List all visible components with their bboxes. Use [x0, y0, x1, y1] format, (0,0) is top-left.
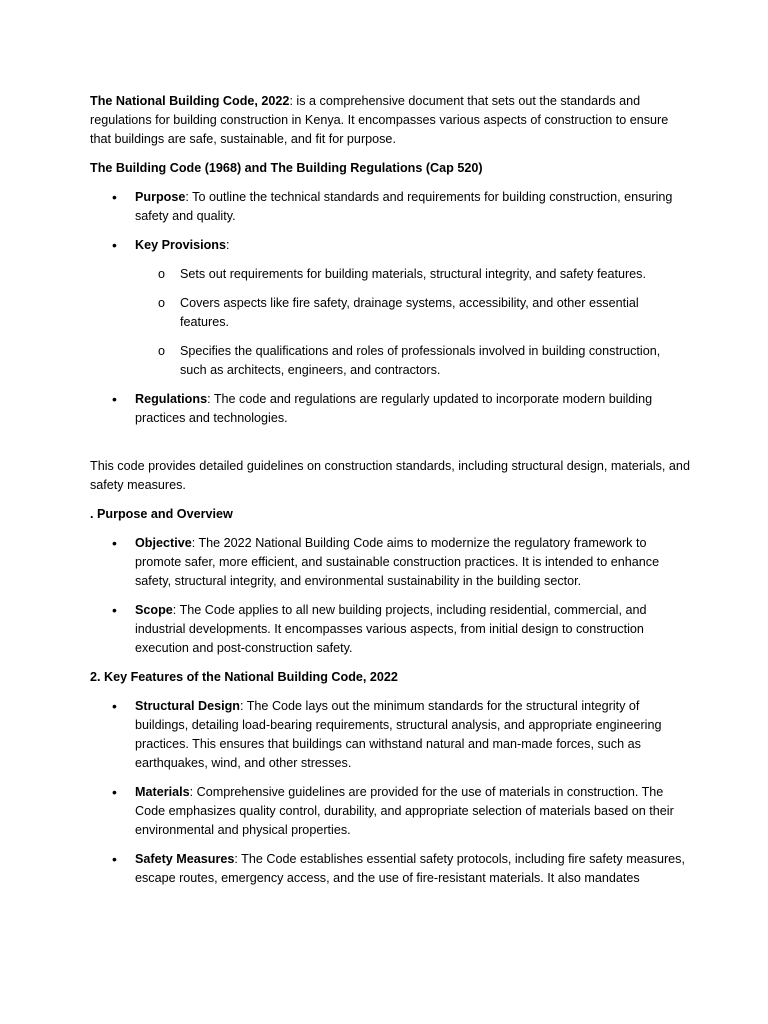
bullet-text: : The Code lays out the minimum standards for the structural integrity of buildings, detailing load-bearing requirements, structural analysis, and appropriate engineering practices. This ensures that buildings can withstand natural and man-made forces, such as earthquakes, wind, and other stresses. — [135, 699, 662, 770]
bullet-regulations — [90, 390, 690, 428]
sub-bullet: o Specifies the qualifications and roles of professionals involved in building construction, such as architects, engineers, and contractors. — [135, 342, 690, 380]
bullet-structural-design — [90, 697, 690, 773]
bullet-text: : The code and regulations are regularly updated to incorporate modern building practices and technologies. — [135, 392, 653, 425]
bullet-safety-measures — [90, 850, 690, 888]
bullet-scope — [90, 601, 690, 658]
bullet-term: Objective — [135, 536, 192, 550]
section2-bullet-list — [90, 534, 690, 658]
intro-text: : is a comprehensive document that sets out the standards and regulations for building construction in Kenya. It encompasses various aspects of construction to ensure that buildings are safe, sustainable, and fit for purpose. — [90, 94, 669, 146]
bullet-text: : The Code applies to all new building projects, including residential, commercial, and industrial developments. It encompasses various aspects, from initial design to construction execution and post-construction safety. — [135, 603, 647, 655]
bullet-term: Materials — [135, 785, 190, 799]
blank-line — [90, 438, 690, 457]
bullet-text: : Comprehensive guidelines are provided for the use of materials in construction. The Code emphasizes quality control, durability, and appropriate selection of materials based on their environmental and physical properties. — [135, 785, 674, 837]
section-heading-purpose-overview: . Purpose and Overview — [90, 507, 233, 521]
bullet-key-provisions — [90, 236, 690, 380]
key-provisions-sublist — [135, 265, 690, 380]
section-heading-building-code-1968: The Building Code (1968) and The Building Regulations (Cap 520) — [90, 161, 483, 175]
document-body — [90, 92, 690, 898]
bullet-term: Key Provisions — [135, 238, 226, 252]
section-heading-key-features: 2. Key Features of the National Building Code, 2022 — [90, 670, 398, 684]
sub-bullet: o Covers aspects like fire safety, drainage systems, accessibility, and other essential features. — [135, 294, 690, 332]
bullet-term: Structural Design — [135, 699, 240, 713]
bullet-term: Scope — [135, 603, 173, 617]
bullet-objective — [90, 534, 690, 591]
bullet-text: : — [226, 238, 230, 252]
bullet-materials — [90, 783, 690, 840]
section1-bullet-list — [90, 188, 690, 428]
guidelines-paragraph: This code provides detailed guidelines on construction standards, including structural design, materials, and safety measures. — [90, 459, 690, 492]
bullet-text: : To outline the technical standards and requirements for building construction, ensuring safety and quality. — [135, 190, 673, 223]
bullet-text: : The Code establishes essential safety protocols, including fire safety measures, escape routes, emergency access, and the use of fire-resistant materials. It also mandates — [135, 852, 685, 885]
sub-bullet: o Sets out requirements for building materials, structural integrity, and safety features. — [135, 265, 690, 284]
bullet-term: Purpose — [135, 190, 186, 204]
bullet-term: Safety Measures — [135, 852, 235, 866]
bullet-term: Regulations — [135, 392, 208, 406]
section3-bullet-list — [90, 697, 690, 888]
bullet-purpose — [90, 188, 690, 226]
intro-title: The National Building Code, 2022 — [90, 94, 290, 108]
bullet-text: : The 2022 National Building Code aims to modernize the regulatory framework to promote safer, more efficient, and sustainable construction practices. It is intended to enhance safety, structural integrity, and environmental sustainability in the building sector. — [135, 536, 660, 588]
intro-paragraph — [90, 92, 690, 149]
